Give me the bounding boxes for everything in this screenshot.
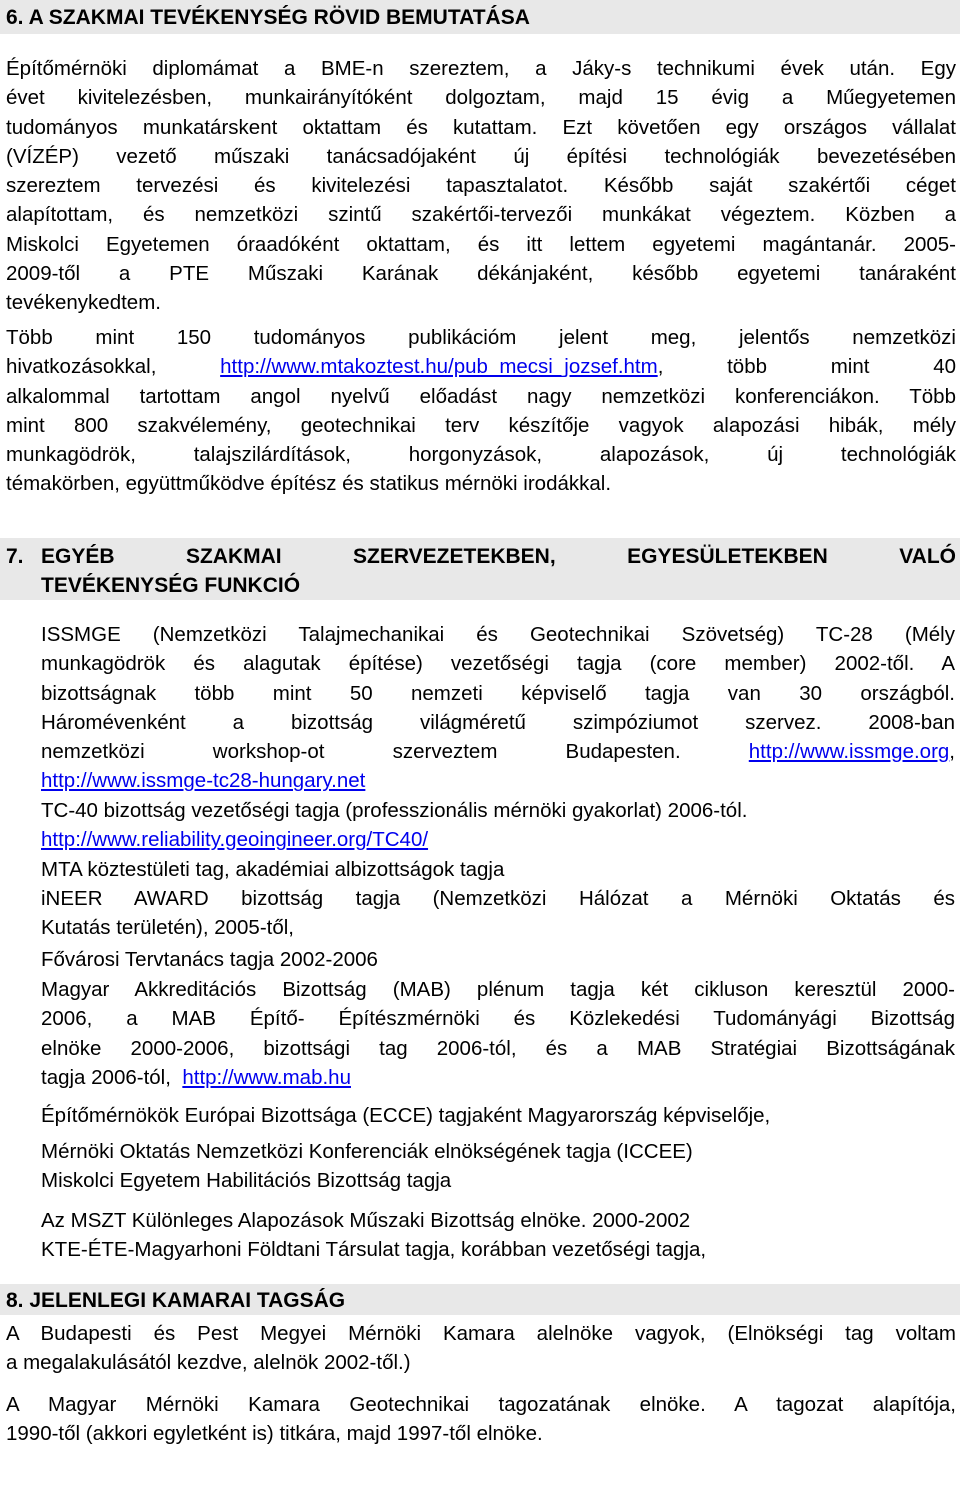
issmge-item (41, 620, 955, 796)
text-line: 2009-től a PTE Műszaki Karának dékánjaként, később egyetemi tanáraként (6, 262, 956, 286)
mta-item (41, 855, 955, 884)
text-line: Kutatás területén), 2005-től, (41, 916, 294, 940)
text-line: 1990-től (akkori egyletként is) titkára, majd 1997-től elnöke. (6, 1422, 543, 1446)
text-line: iNEER AWARD bizottság tagja (Nemzetközi Hálózat a Mérnöki Oktatás és (41, 887, 955, 910)
text-line: ISSMGE (Nemzetközi Talajmechanikai és Geotechnikai Szövetség) TC-28 (Mély (41, 623, 955, 646)
section-8-paragraph-1 (6, 1319, 956, 1378)
text-line: bizottságnak több mint 50 nemzeti képviselő tagja van 30 országból. (41, 681, 955, 705)
text-line: a megalakulásától kezdve, alelnök 2002-től.) (6, 1351, 411, 1375)
section-8-paragraph-2 (6, 1390, 956, 1449)
text-line (6, 352, 956, 381)
text-line: Mérnöki Oktatás Nemzetközi Konferenciák elnökségének tagja (ICCEE) (41, 1140, 693, 1163)
issmge-tc28-link[interactable]: http://www.issmge-tc28-hungary.net (41, 769, 366, 793)
text-line: Miskolci Egyetemen óraadóként oktattam, és itt lettem egyetemi magántanár. 2005- (6, 232, 956, 256)
text-line: Fővárosi Tervtanács tagja 2002-2006 (41, 948, 378, 971)
section-6-paragraph-2 (6, 323, 956, 499)
text-line: TC-40 bizottság vezetőségi tagja (professzionális mérnöki gyakorlat) 2006-tól. (41, 799, 748, 822)
text-line: Miskolci Egyetem Habilitációs Bizottság tagja (41, 1169, 452, 1193)
text-line: Építőmérnöki diplomámat a BME-n szereztem, a Jáky-s technikumi évek után. Egy (6, 57, 956, 80)
section-6-heading: 6. A SZAKMAI TEVÉKENYSÉG RÖVID BEMUTATÁSA (6, 6, 530, 29)
text-line: munkagödrök, talajszilárdítások, horgonyzások, alapozások, új technológiák (6, 443, 956, 467)
text-line: alkalommal tartottam angol nyelvű előadást nagy nemzetközi konferenciákon. Több (6, 384, 956, 408)
text-line: Több mint 150 tudományos publikációm jelent meg, jelentős nemzetközi (6, 326, 956, 349)
text-line: elnöke 2000-2006, bizottsági tag 2006-tól, és a MAB Stratégiai Bizottságának (41, 1036, 955, 1060)
text-fragment: , több mint 40 (657, 355, 956, 379)
section-7-heading (6, 542, 956, 600)
mtakoztest-link[interactable]: http://www.mtakoztest.hu/pub_mecsi_jozsef.htm (220, 355, 658, 379)
text-line: MTA köztestületi tag, akadémiai albizottságok tagja (41, 858, 505, 881)
text-line: mint 800 szakvélemény, geotechnikai terv készítője vagyok alapozási hibák, mély (6, 413, 956, 437)
text-line: 2006, a MAB Építő- Építészmérnöki és Közlekedési Tudományági Bizottság (41, 1007, 955, 1031)
text-line: A Magyar Mérnöki Kamara Geotechnikai tagozatának elnöke. A tagozat alapítója, (6, 1393, 956, 1416)
section-7-heading-line-1 (6, 542, 956, 571)
text-line (41, 1063, 955, 1092)
text-line: alapítottam, és nemzetközi szintű szakértői-tervezői munkákat végeztem. Közben a (6, 203, 956, 227)
text-line: témakörben, együttműködve építész és statikus mérnöki irodákkal. (6, 472, 612, 496)
section-6-paragraph-1 (6, 54, 956, 318)
text-line: A Budapesti és Pest Megyei Mérnöki Kamara alelnöke vagyok, (Elnökségi tag voltam (6, 1322, 956, 1345)
fovarosi-item (41, 945, 955, 974)
text-line: évet kivitelezésben, munkairányítóként dolgoztam, majd 15 évig a Műegyetemen (6, 86, 956, 110)
text-line: nemzetközi workshop-ot szerveztem Budapesten. http://www.issmge.org, (41, 740, 955, 764)
text-line: (VÍZÉP) vezető műszaki tanácsadójaként új építési technológiák bevezetésében (6, 144, 956, 168)
text-line: tudományos munkatárskent oktattam és kutattam. Ezt követően egy országos vállalat (6, 115, 956, 139)
section-7-title-line-1: EGYÉB SZAKMAI SZERVEZETEKBEN, EGYESÜLETEKBEN VALÓ (41, 545, 956, 568)
tc40-link[interactable]: http://www.reliability.geoingineer.org/TC40/ (41, 828, 429, 852)
text-line: KTE-ÉTE-Magyarhoni Földtani Társulat tagja, korábban vezetőségi tagja, (41, 1238, 707, 1262)
section-7-title-line-2: TEVÉKENYSÉG FUNKCIÓ (41, 574, 301, 597)
ineer-item (41, 884, 955, 943)
text-fragment: nemzetközi workshop-ot szerveztem Budapesten. (41, 740, 681, 764)
section-8-heading: 8. JELENLEGI KAMARAI TAGSÁG (6, 1289, 346, 1312)
text-line: Magyar Akkreditációs Bizottság (MAB) plénum tagja két cikluson keresztül 2000- (41, 978, 955, 1001)
mab-item (41, 975, 955, 1092)
ecce-item (41, 1101, 955, 1130)
text-fragment: tagja 2006-tól, (41, 1065, 171, 1089)
tc40-item (41, 796, 955, 855)
text-line: Az MSZT Különleges Alapozások Műszaki Bizottság elnöke. 2000-2002 (41, 1209, 691, 1232)
text-line: Építőmérnökök Európai Bizottsága (ECCE) tagjaként Magyarország képviselője, (41, 1104, 771, 1127)
iccee-item (41, 1137, 955, 1196)
mszt-item (41, 1206, 955, 1265)
text-line: Háromévenként a bizottság világméretű szimpóziumot szervez. 2008-ban (41, 710, 955, 734)
issmge-link[interactable]: http://www.issmge.org (748, 740, 950, 764)
section-7-number: 7. (6, 545, 24, 568)
text-fragment: hivatkozásokkal, (6, 355, 157, 379)
text-line: szereztem tervezési és kivitelezési tapasztalatot. Később saját szakértői céget (6, 174, 956, 198)
mab-link[interactable]: http://www.mab.hu (182, 1065, 351, 1089)
text-line (41, 825, 955, 854)
text-line: munkagödrök és alagutak építése) vezetőségi tagja (core member) 2002-től. A (41, 652, 955, 676)
text-line: tevékenykedtem. (6, 291, 161, 315)
text-line (41, 766, 955, 795)
